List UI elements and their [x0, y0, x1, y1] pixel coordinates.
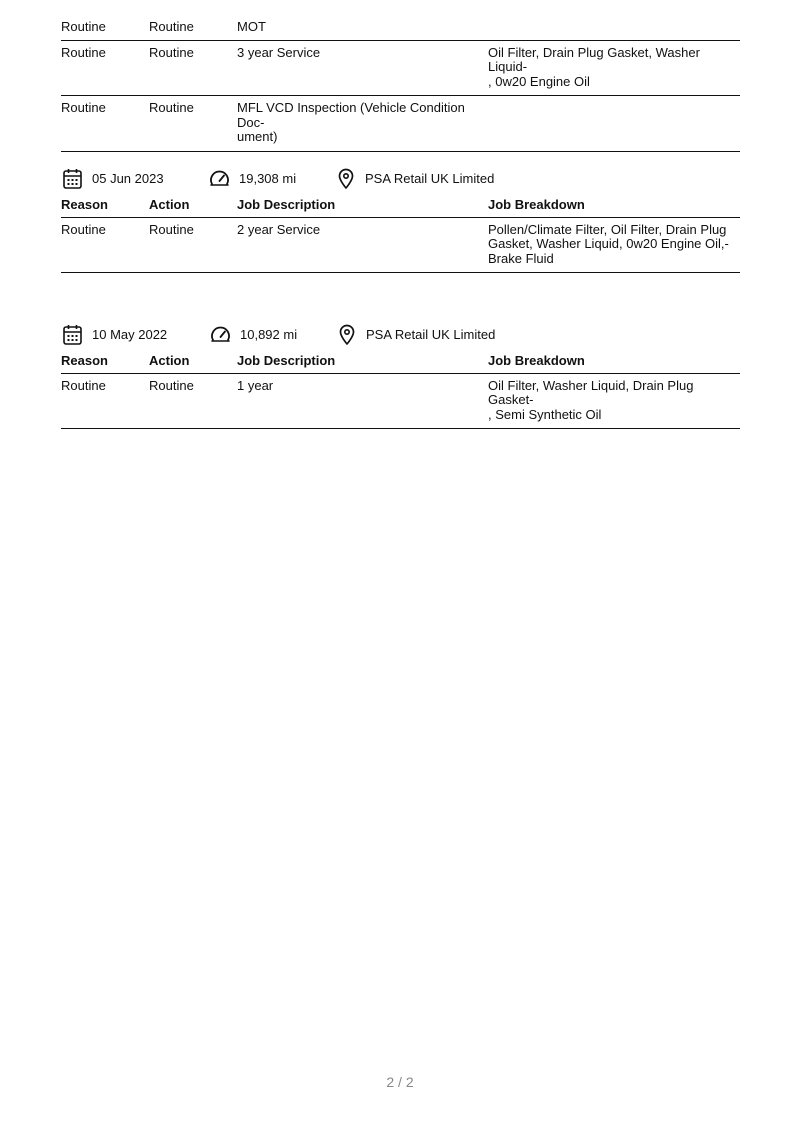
service-record — [61, 166, 740, 273]
record-location — [339, 322, 495, 346]
action-cell: Routine — [149, 373, 237, 429]
job-breakdown-cell: Oil Filter, Washer Liquid, Drain Plug Gasket- , Semi Synthetic Oil — [488, 373, 740, 429]
service-table — [61, 19, 740, 152]
table-row — [61, 217, 740, 273]
record-meta — [61, 322, 740, 348]
job-breakdown-cell — [488, 19, 740, 40]
mileage-text: 19,308 mi — [239, 170, 297, 186]
calendar-icon — [63, 168, 82, 189]
table-row — [61, 40, 740, 96]
table-row — [61, 96, 740, 152]
job-description-cell: 3 year Service — [237, 40, 488, 96]
job-description-header: Job Description — [237, 354, 488, 373]
table-row — [61, 19, 740, 40]
record-mileage — [209, 166, 296, 190]
page-number: 2 / 2 — [386, 1074, 414, 1090]
table-row — [61, 373, 740, 429]
record-location — [338, 166, 494, 190]
record-date — [63, 322, 167, 346]
reason-header: Reason — [61, 354, 149, 373]
reason-header: Reason — [61, 198, 149, 217]
service-record — [61, 322, 740, 429]
action-cell: Routine — [149, 217, 237, 273]
reason-cell: Routine — [61, 217, 149, 273]
location-text: PSA Retail UK Limited — [365, 170, 495, 186]
location-text: PSA Retail UK Limited — [366, 326, 496, 342]
location-pin-icon — [338, 168, 354, 189]
reason-cell: Routine — [61, 40, 149, 96]
job-description-cell: 2 year Service — [237, 217, 488, 273]
continued-service-table — [61, 19, 740, 152]
action-cell: Routine — [149, 40, 237, 96]
service-table — [61, 198, 740, 273]
speedometer-icon — [209, 170, 230, 187]
action-header: Action — [149, 198, 237, 217]
action-cell: Routine — [149, 96, 237, 152]
reason-cell: Routine — [61, 96, 149, 152]
date-text: 05 Jun 2023 — [92, 170, 164, 186]
location-pin-icon — [339, 324, 355, 345]
job-breakdown-cell: Pollen/Climate Filter, Oil Filter, Drain Plug Gasket, Washer Liquid, 0w20 Engine Oil,- Brake Fluid — [488, 217, 740, 273]
job-description-cell: MOT — [237, 19, 488, 40]
job-description-header: Job Description — [237, 198, 488, 217]
job-breakdown-header: Job Breakdown — [488, 354, 740, 373]
reason-cell: Routine — [61, 19, 149, 40]
mileage-text: 10,892 mi — [240, 326, 298, 342]
job-description-cell: 1 year — [237, 373, 488, 429]
job-description-cell: MFL VCD Inspection (Vehicle Condition Doc- ument) — [237, 96, 488, 152]
table-header-row — [61, 198, 740, 217]
job-breakdown-cell: Oil Filter, Drain Plug Gasket, Washer Liquid- , 0w20 Engine Oil — [488, 40, 740, 96]
job-breakdown-cell — [488, 96, 740, 152]
record-mileage — [210, 322, 297, 346]
action-cell: Routine — [149, 19, 237, 40]
service-table — [61, 354, 740, 429]
speedometer-icon — [210, 326, 231, 343]
job-breakdown-header: Job Breakdown — [488, 198, 740, 217]
date-text: 10 May 2022 — [92, 326, 168, 342]
record-date — [63, 166, 164, 190]
calendar-icon — [63, 324, 82, 345]
action-header: Action — [149, 354, 237, 373]
reason-cell: Routine — [61, 373, 149, 429]
table-header-row — [61, 354, 740, 373]
record-meta — [61, 166, 740, 192]
